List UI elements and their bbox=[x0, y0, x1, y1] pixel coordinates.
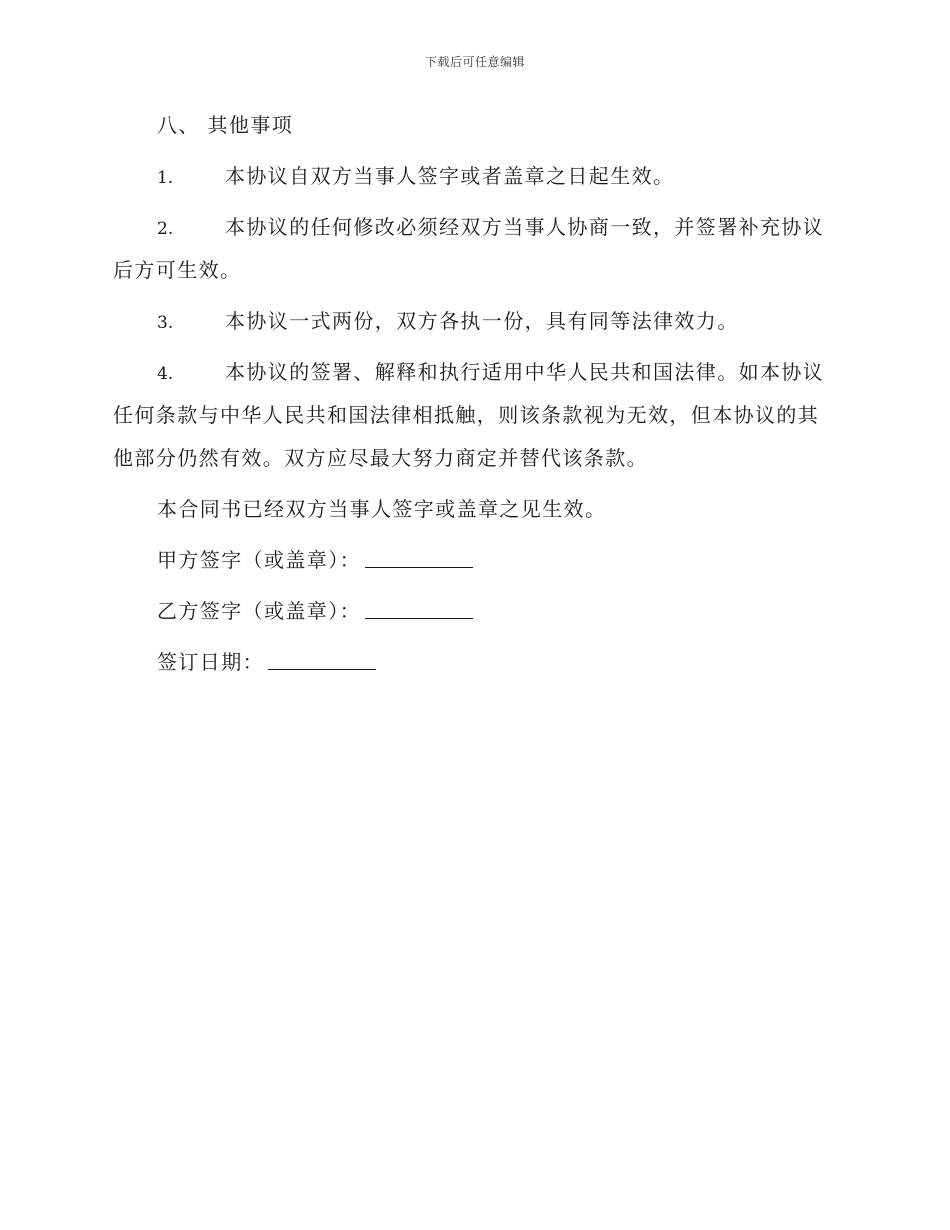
clause-number: 3. bbox=[157, 313, 174, 333]
signing-date bbox=[113, 649, 843, 675]
clause-text: 本协议的签署、解释和执行适用中华人民共和国法律。如本协议 bbox=[225, 360, 825, 384]
clause-1 bbox=[113, 163, 843, 189]
party-a-signature-label: 甲方签字（或盖章）： bbox=[157, 548, 361, 572]
clause-number: 4. bbox=[157, 364, 174, 384]
clause-text: 本协议自双方当事人签字或者盖章之日起生效。 bbox=[225, 164, 675, 188]
clause-4-continuation-2: 他部分仍然有效。双方应尽最大努力商定并替代该条款。 bbox=[113, 446, 648, 470]
page-header: 下载后可任意编辑 bbox=[424, 55, 525, 69]
clause-text: 本协议的任何修改必须经双方当事人协商一致，并签署补充协议 bbox=[225, 215, 825, 239]
clause-number: 2. bbox=[157, 219, 174, 239]
signing-date-label: 签订日期： bbox=[157, 650, 264, 674]
party-a-signature-blank[interactable] bbox=[365, 549, 473, 568]
party-b-signature-label: 乙方签字（或盖章）： bbox=[157, 599, 361, 623]
party-b-signature-blank[interactable] bbox=[365, 600, 473, 619]
clause-2 bbox=[113, 214, 843, 240]
clause-number: 1. bbox=[157, 168, 174, 188]
clause-text: 本协议一式两份，双方各执一份，具有同等法律效力。 bbox=[225, 309, 739, 333]
closing-statement: 本合同书已经双方当事人签字或盖章之见生效。 bbox=[157, 497, 607, 521]
clause-4-continuation-1: 任何条款与中华人民共和国法律相抵触，则该条款视为无效，但本协议的其 bbox=[113, 403, 820, 427]
party-a-signature bbox=[113, 547, 843, 573]
section-title: 八、 其他事项 bbox=[157, 113, 294, 137]
document-body bbox=[113, 112, 843, 675]
clause-4 bbox=[113, 359, 843, 385]
clause-2-continuation: 后方可生效。 bbox=[113, 258, 242, 282]
party-b-signature bbox=[113, 598, 843, 624]
clause-3 bbox=[113, 308, 843, 334]
signing-date-blank[interactable] bbox=[268, 651, 376, 670]
